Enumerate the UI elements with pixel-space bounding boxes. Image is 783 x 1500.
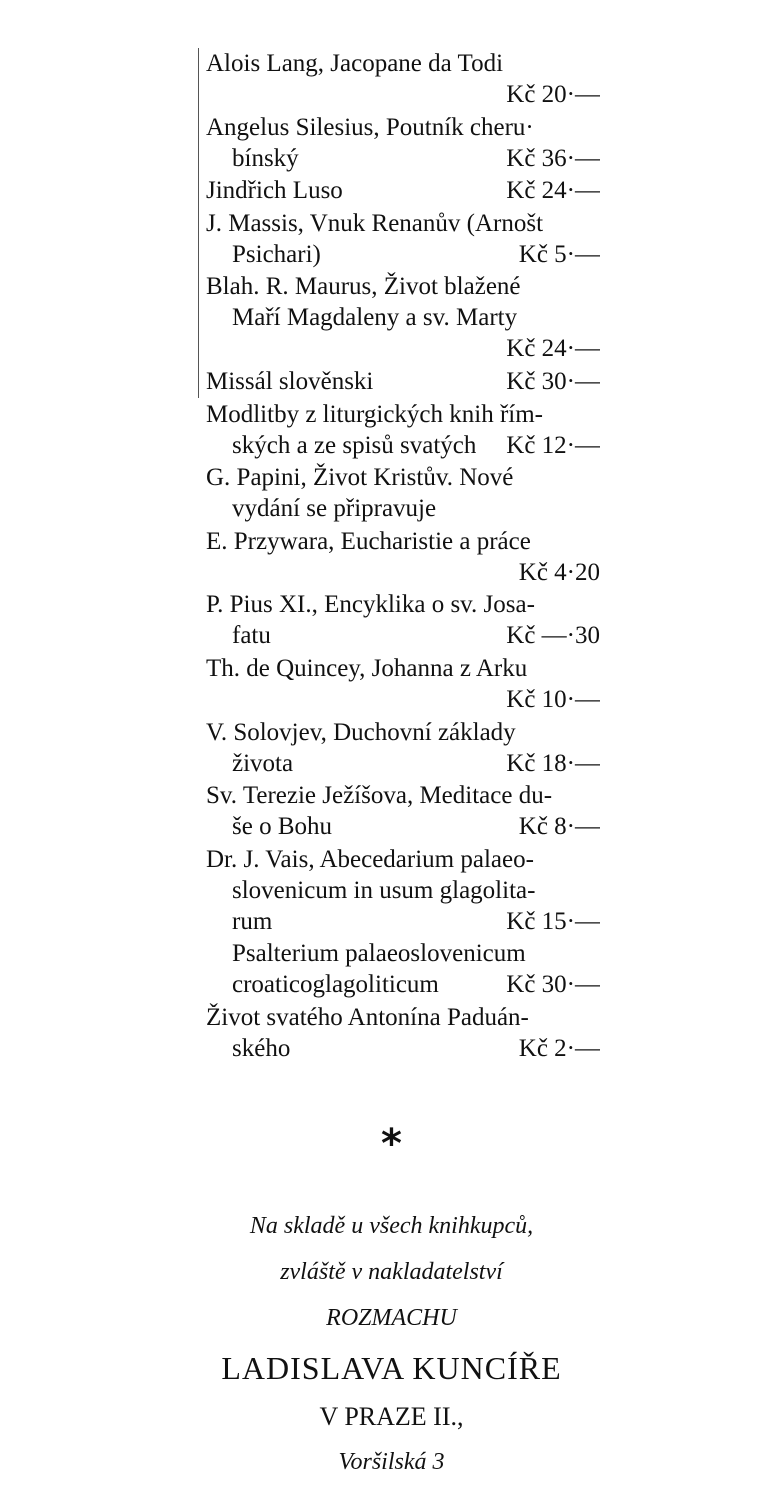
- asterisk-ornament: *: [381, 1121, 402, 1167]
- catalog-entry-line: [200, 302, 600, 333]
- footer-line-availability: Na skladě u všech knihkupců,: [249, 1213, 534, 1239]
- catalog-entry: [200, 1002, 600, 1064]
- catalog-entry: [200, 208, 600, 270]
- catalog-entry-price: Kč 4·20: [518, 558, 600, 586]
- catalog-entry: [200, 653, 600, 715]
- catalog-entry-text: Missál slověnski: [206, 367, 374, 395]
- catalog-entry-price-line: [200, 333, 600, 364]
- catalog-entry-line: [200, 938, 600, 969]
- catalog-entry-price: Kč 30·—: [506, 971, 600, 999]
- footer-publisher-owner: LADISLAVA KUNCÍŘE: [221, 1350, 562, 1386]
- catalog-entry-line: [200, 811, 600, 842]
- catalog-entry-line: [200, 653, 600, 684]
- catalog-entry-price-line: [200, 684, 600, 715]
- catalog-entry-price: Kč 8·—: [518, 813, 600, 841]
- catalog-entry-price: Kč 20·—: [506, 81, 600, 108]
- catalog-entry-line: [200, 1002, 600, 1033]
- catalog-entry-line: [200, 430, 600, 461]
- catalog-entry: [200, 399, 600, 461]
- catalog-entry-line: [200, 589, 600, 620]
- catalog-entry-line: [200, 143, 600, 174]
- catalog-entry-text: croaticoglagoliticum: [232, 971, 439, 999]
- catalog-entry-text: Dr. J. Vais, Abecedarium palaeo-: [206, 845, 534, 873]
- catalog-entry: [200, 938, 600, 1000]
- catalog-entry-text: P. Pius XI., Encyklika o sv. Josa-: [206, 591, 535, 619]
- catalog-entry-text: života: [232, 749, 294, 777]
- catalog-entry-text: ských a ze spisů svatých: [232, 431, 477, 459]
- catalog-entry: [200, 844, 600, 937]
- catalog-entry-line: [200, 1033, 600, 1064]
- catalog-entry-line: [200, 620, 600, 651]
- margin-rule: [198, 48, 199, 398]
- catalog-entry-text: Psichari): [232, 240, 321, 268]
- catalog-entry-line: [200, 399, 600, 430]
- footer-street-address: Voršilská 3: [338, 1449, 445, 1475]
- catalog-entry-text: Alois Lang, Jacopane da Todi: [206, 50, 504, 77]
- catalog-entry-price: Kč 18·—: [506, 749, 600, 777]
- catalog-entry-line: [200, 493, 600, 524]
- catalog-entry-price: Kč 15·—: [506, 907, 600, 935]
- catalog-entry-text: V. Solovjev, Duchovní základy: [206, 718, 516, 746]
- catalog-entry-text: Angelus Silesius, Poutník cheru·: [206, 113, 534, 141]
- catalog-entry-line: [200, 112, 600, 143]
- catalog-entry-line: [200, 526, 600, 557]
- catalog-entry-price-line: [200, 557, 600, 588]
- catalog-entry-price-line: [200, 79, 600, 110]
- catalog-entry-text: J. Massis, Vnuk Renanův (Arnošt: [206, 209, 544, 237]
- catalog-entry: [200, 462, 600, 524]
- book-catalog-list: [200, 48, 600, 1066]
- footer-line-publisher-intro: zvláště v nakladatelství: [280, 1259, 503, 1285]
- catalog-entry-text: vydání se připravuje: [232, 495, 437, 523]
- catalog-entry: [200, 271, 600, 364]
- catalog-entry-text: Sv. Terezie Ježíšova, Meditace du-: [206, 782, 553, 810]
- catalog-entry-line: [200, 875, 600, 906]
- catalog-entry-price: Kč 12·—: [506, 431, 600, 459]
- catalog-entry-price: Kč 10·—: [506, 685, 600, 713]
- catalog-entry-text: slovenicum in usum glagolita-: [232, 876, 536, 904]
- catalog-entry-price: Kč 5·—: [518, 240, 600, 268]
- catalog-entry-line: [200, 175, 600, 206]
- catalog-entry-line: [200, 48, 600, 79]
- catalog-entry: [200, 717, 600, 779]
- catalog-entry-text: Blah. R. Maurus, Život blažené: [206, 273, 521, 301]
- catalog-entry-line: [200, 780, 600, 811]
- catalog-entry-price: Kč 24·—: [506, 335, 600, 363]
- catalog-entry-line: [200, 208, 600, 239]
- catalog-entry-price: Kč 30·—: [506, 367, 600, 395]
- footer-publisher-name: ROZMACHU: [326, 1305, 457, 1331]
- catalog-entry-text: rum: [232, 907, 273, 935]
- catalog-entry-text: Jindřich Luso: [206, 177, 343, 205]
- catalog-entry-text: ského: [232, 1034, 291, 1062]
- catalog-entry-text: bínský: [232, 144, 299, 172]
- catalog-entry: [200, 589, 600, 651]
- catalog-entry-text: Život svatého Antonína Paduán-: [206, 1003, 529, 1031]
- catalog-entry-line: [200, 906, 600, 937]
- catalog-entry: [200, 366, 600, 397]
- catalog-entry-price: Kč 2·—: [518, 1034, 600, 1062]
- catalog-entry-line: [200, 844, 600, 875]
- catalog-entry: [200, 112, 600, 174]
- catalog-entry-text: Modlitby z liturgických knih řím-: [206, 400, 543, 428]
- catalog-entry-text: Th. de Quincey, Johanna z Arku: [206, 654, 528, 682]
- catalog-entry-line: [200, 748, 600, 779]
- catalog-entry-line: [200, 366, 600, 397]
- catalog-entry: [200, 780, 600, 842]
- catalog-entry-text: še o Bohu: [232, 813, 332, 841]
- catalog-entry: [200, 175, 600, 206]
- catalog-entry-price: Kč 36·—: [506, 144, 600, 172]
- catalog-entry: [200, 526, 600, 588]
- catalog-entry-line: [200, 717, 600, 748]
- catalog-entry-text: E. Przywara, Eucharistie a práce: [206, 527, 531, 555]
- catalog-entry-line: [200, 969, 600, 1000]
- catalog-entry-text: fatu: [232, 622, 271, 650]
- catalog-entry: [200, 48, 600, 110]
- catalog-entry-line: [200, 239, 600, 270]
- catalog-entry-text: Psalterium palaeoslovenicum: [232, 940, 526, 968]
- catalog-entry-line: [200, 271, 600, 302]
- catalog-entry-price: Kč 24·—: [506, 177, 600, 205]
- footer-city: V PRAZE II.,: [319, 1402, 464, 1431]
- catalog-entry-text: G. Papini, Život Kristův. Nové: [206, 464, 514, 492]
- catalog-entry-price: Kč —·30: [506, 622, 600, 650]
- catalog-entry-line: [200, 462, 600, 493]
- catalog-entry-text: Maří Magdaleny a sv. Marty: [232, 304, 518, 332]
